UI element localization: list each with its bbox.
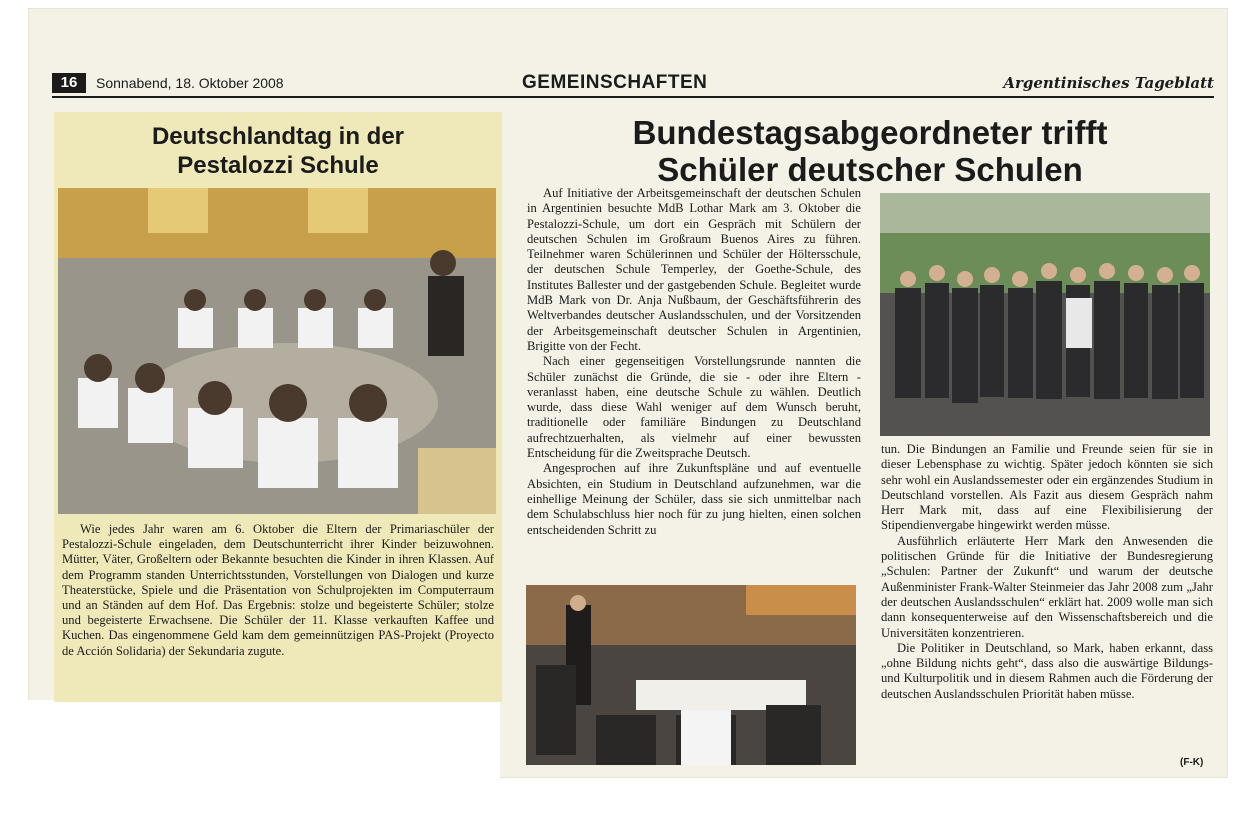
newspaper-masthead: Argentinisches Tageblatt — [1003, 74, 1214, 92]
paragraph: Ausführlich erläuterte Herr Mark den Anwesenden die politischen Gründe für die Initiative der Bundesregierung „Schulen: Partner der Zukunft“ und warum der deutsche Außenminister Frank-Walter Steinmeier das Jahr 2008 zum „Jahr der deutschen Auslandsschulen“ erklärt hat. 2009 wolle man sich dann konsequenterweise auf den Wissenschaftsbereich und die Universitäten konzentrieren. — [881, 533, 1213, 640]
section-title: GEMEINSCHAFTEN — [522, 72, 708, 93]
meeting-photo — [526, 585, 856, 765]
left-article-body: Wie jedes Jahr waren am 6. Oktober die Eltern der Primariaschüler der Pestalozzi-Schule eingeladen, dem Deutschunterricht ihrer Kinder beizuwohnen. Mütter, Väter, Großeltern oder Bekannte besuchten die Kinder in ihren Klassen. Auf dem Programm standen Unterrichtsstunden, Vorstellungen von Dialogen und kurze Theaterstücke, Spiele und die Präsentation von Schulprojekten im Computerraum und an Ständen auf dem Hof. Das Ergebnis: stolze und begeisterte Schüler; stolze und begeisterte Erwachsene. Die Schüler der 11. Klasse verkauften Kaffee und Kuchen. Das eingenommene Geld kam dem gemeinnützigen PAS-Projekt (Proyecto de Acción Solidaria) der Sekundaria zugute. — [62, 522, 494, 658]
meeting-photo-drawing — [526, 585, 856, 765]
right-article-title-line1: Bundestagsabgeordneter trifft — [632, 114, 1108, 151]
paragraph: Auf Initiative der Arbeitsgemeinschaft der deutschen Schulen in Argentinien besuchte MdB Lothar Mark am 3. Oktober die Pestalozzi-Schule, um dort ein Gespräch mit Schülern der deutschen Schulen im Großraum Buenos Aires zu führen. Teilnehmer waren Schülerinnen und Schüler der Höltersschule, der deutschen Schule Temperley, der Goethe-Schule, des Institutes Ballester und der gastgebenden Schule. Begleitet wurde MdB Mark von Dr. Anja Nußbaum, der Geschäftsführerin des Weltverbandes deutscher Auslandsschulen, und der Vorsitzenden der Arbeitsgemeinschaft deutscher Schulen in Argentinien, Brigitte von der Fecht. — [527, 186, 861, 353]
article-column-right — [881, 442, 1213, 702]
paragraph: Angesprochen auf ihre Zukunftspläne und auf eventuelle Absichten, ein Studium in Deutschland aufzunehmen, war die einhellige Meinung der Schüler, dass sie sich unmittelbar nach dem Schulabschluss hier noch für zu jung hielten, einen solchen entscheidenden Schritt zu — [527, 461, 861, 537]
article-column-middle — [527, 186, 861, 538]
page-header — [52, 72, 1214, 98]
paragraph: Die Politiker in Deutschland, so Mark, haben erkannt, dass „ohne Bildung nichts geht“, dass also die auswärtige Bildungs- und Kulturpolitik und in diesem Rahmen auch die Förderung der deutschen Auslandsschulen Priorität haben müsse. — [881, 640, 1213, 701]
sheet-cutout — [0, 700, 500, 813]
classroom-photo — [58, 188, 496, 514]
group-photo — [880, 193, 1210, 436]
left-article-title-text: Deutschlandtag in der Pestalozzi Schule — [151, 123, 405, 179]
paragraph: tun. Die Bindungen an Familie und Freunde seien für sie in dieser Lebensphase zu wichtig. Später jedoch könnten sie sich sehr wohl ein Auslandssemester oder ein ergänzendes Studium in Deutschland vorstellen. Als Fazit aus diesem Gespräch nahm Herr Mark mit, dass auf eine Flexibilisierung der Stipendienvergabe hingewirkt werden müsse. — [881, 442, 1213, 533]
group-photo-drawing — [880, 193, 1210, 436]
issue-date: Sonnabend, 18. Oktober 2008 — [96, 75, 284, 91]
right-article-title-line2: Schüler deutscher Schulen — [657, 151, 1083, 188]
paragraph: Nach einer gegenseitigen Vorstellungsrunde nannten die Schüler zunächst die Gründe, die sie - oder ihre Eltern - veranlasst haben, eine deutsche Schule zu wählen. Deutlich wurde, dass diese Wahl weniger auf dem Wunsch beruht, traditionelle oder familiäre Bindungen zu Deutschland aufrechtzuerhalten, als vielmehr auf einer bewussten Entscheidung für die Zweitsprache Deutsch. — [527, 354, 861, 461]
right-article-title — [520, 114, 1220, 188]
page-number: 16 — [52, 73, 86, 93]
classroom-photo-drawing — [58, 188, 496, 514]
left-article-title — [54, 122, 502, 180]
author-signature: (F-K) — [1180, 757, 1204, 768]
